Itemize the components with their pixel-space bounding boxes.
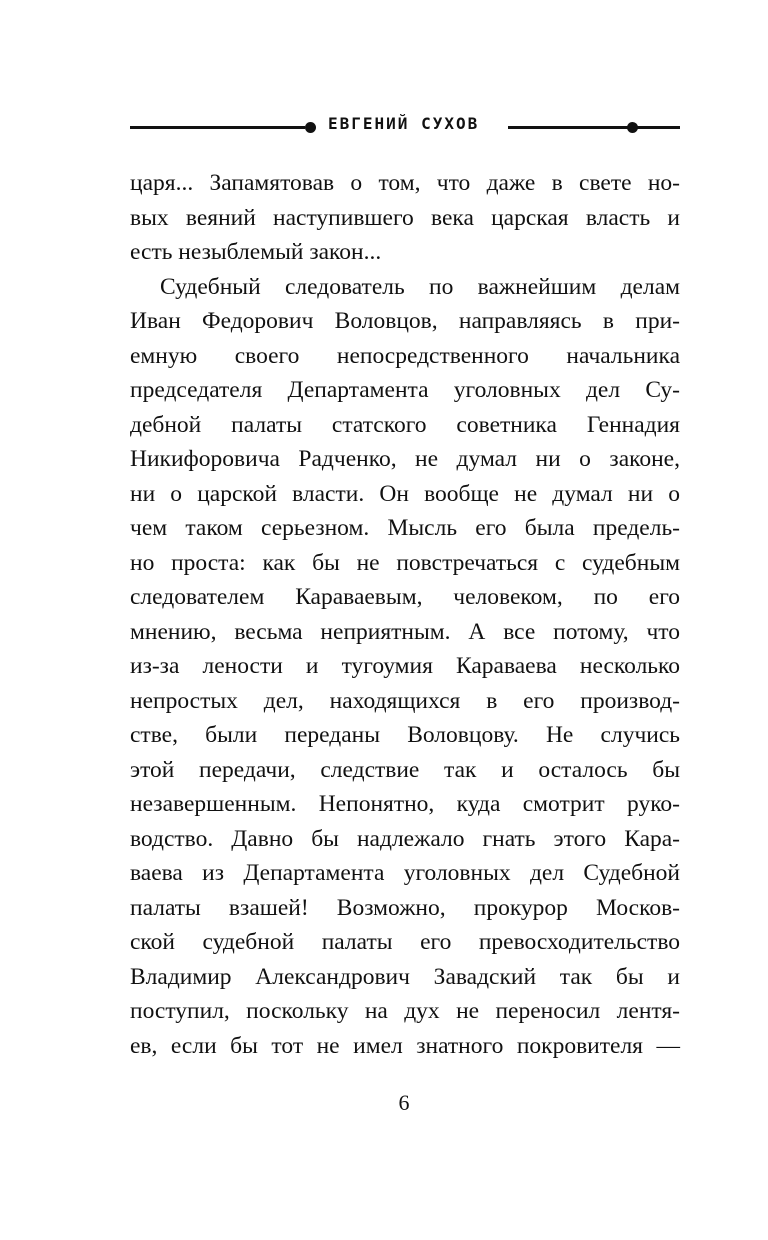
text-line: ев, если бы тот не имел знатного покровителя — [130,1032,680,1059]
text-line: водство. Давно бы надлежало гнать этого Кара- [130,825,680,852]
header-rule-right [508,126,680,129]
text-line: царя... Запамятовав о том, что даже в свете но- [130,170,680,196]
author-name: ЕВГЕНИЙ СУХОВ [328,114,480,133]
text-line: непростых дел, находящихся в его производ- [130,687,680,714]
text-line: мнению, весьма неприятным. А все потому, что [130,618,680,645]
text-line: емную своего непосредственного начальника [130,342,680,369]
text-line: Иван Федорович Воловцов, направляясь в при- [130,308,680,334]
text-line: палаты взашей! Возможно, прокурор Москов- [130,894,680,921]
text-line: ваева из Департамента уголовных дел Судебной [130,860,680,886]
header-rule-left [130,126,305,129]
text-line: Никифоровича Радченко, не думал ни о законе, [130,446,680,472]
text-line: Владимир Александрович Завадский так бы и [130,963,680,990]
text-line: есть незыблемый закон... [130,239,382,265]
header-dot-left [305,122,316,133]
running-header [130,112,680,142]
text-line: поступил, поскольку на дух не переносил лентя- [130,998,680,1024]
text-line: председателя Департамента уголовных дел Су- [130,377,680,403]
text-line: из-за лености и тугоумия Караваева несколько [130,653,680,679]
text-line: стве, были переданы Воловцову. Не случись [130,722,680,748]
text-line: но проста: как бы не повстречаться с судебным [130,549,680,576]
text-line: ской судебной палаты его превосходительство [130,929,680,955]
text-line: чем таком серьезном. Мысль его была предель- [130,515,680,541]
text-line: незавершенным. Непонятно, куда смотрит руко- [130,791,680,817]
text-line: ни о царской власти. Он вообще не думал ни о [130,480,680,507]
text-line: дебной палаты статского советника Геннадия [130,411,680,438]
text-line: следователем Караваевым, человеком, по его [130,584,680,610]
text-line: вых веяний наступившего века царская власть и [130,204,680,231]
text-line: этой передачи, следствие так и осталось бы [130,756,680,783]
paragraph-start: Судебный следователь по важнейшим делам [160,273,680,300]
body-text [130,166,680,1063]
page-number: 6 [398,1090,410,1115]
